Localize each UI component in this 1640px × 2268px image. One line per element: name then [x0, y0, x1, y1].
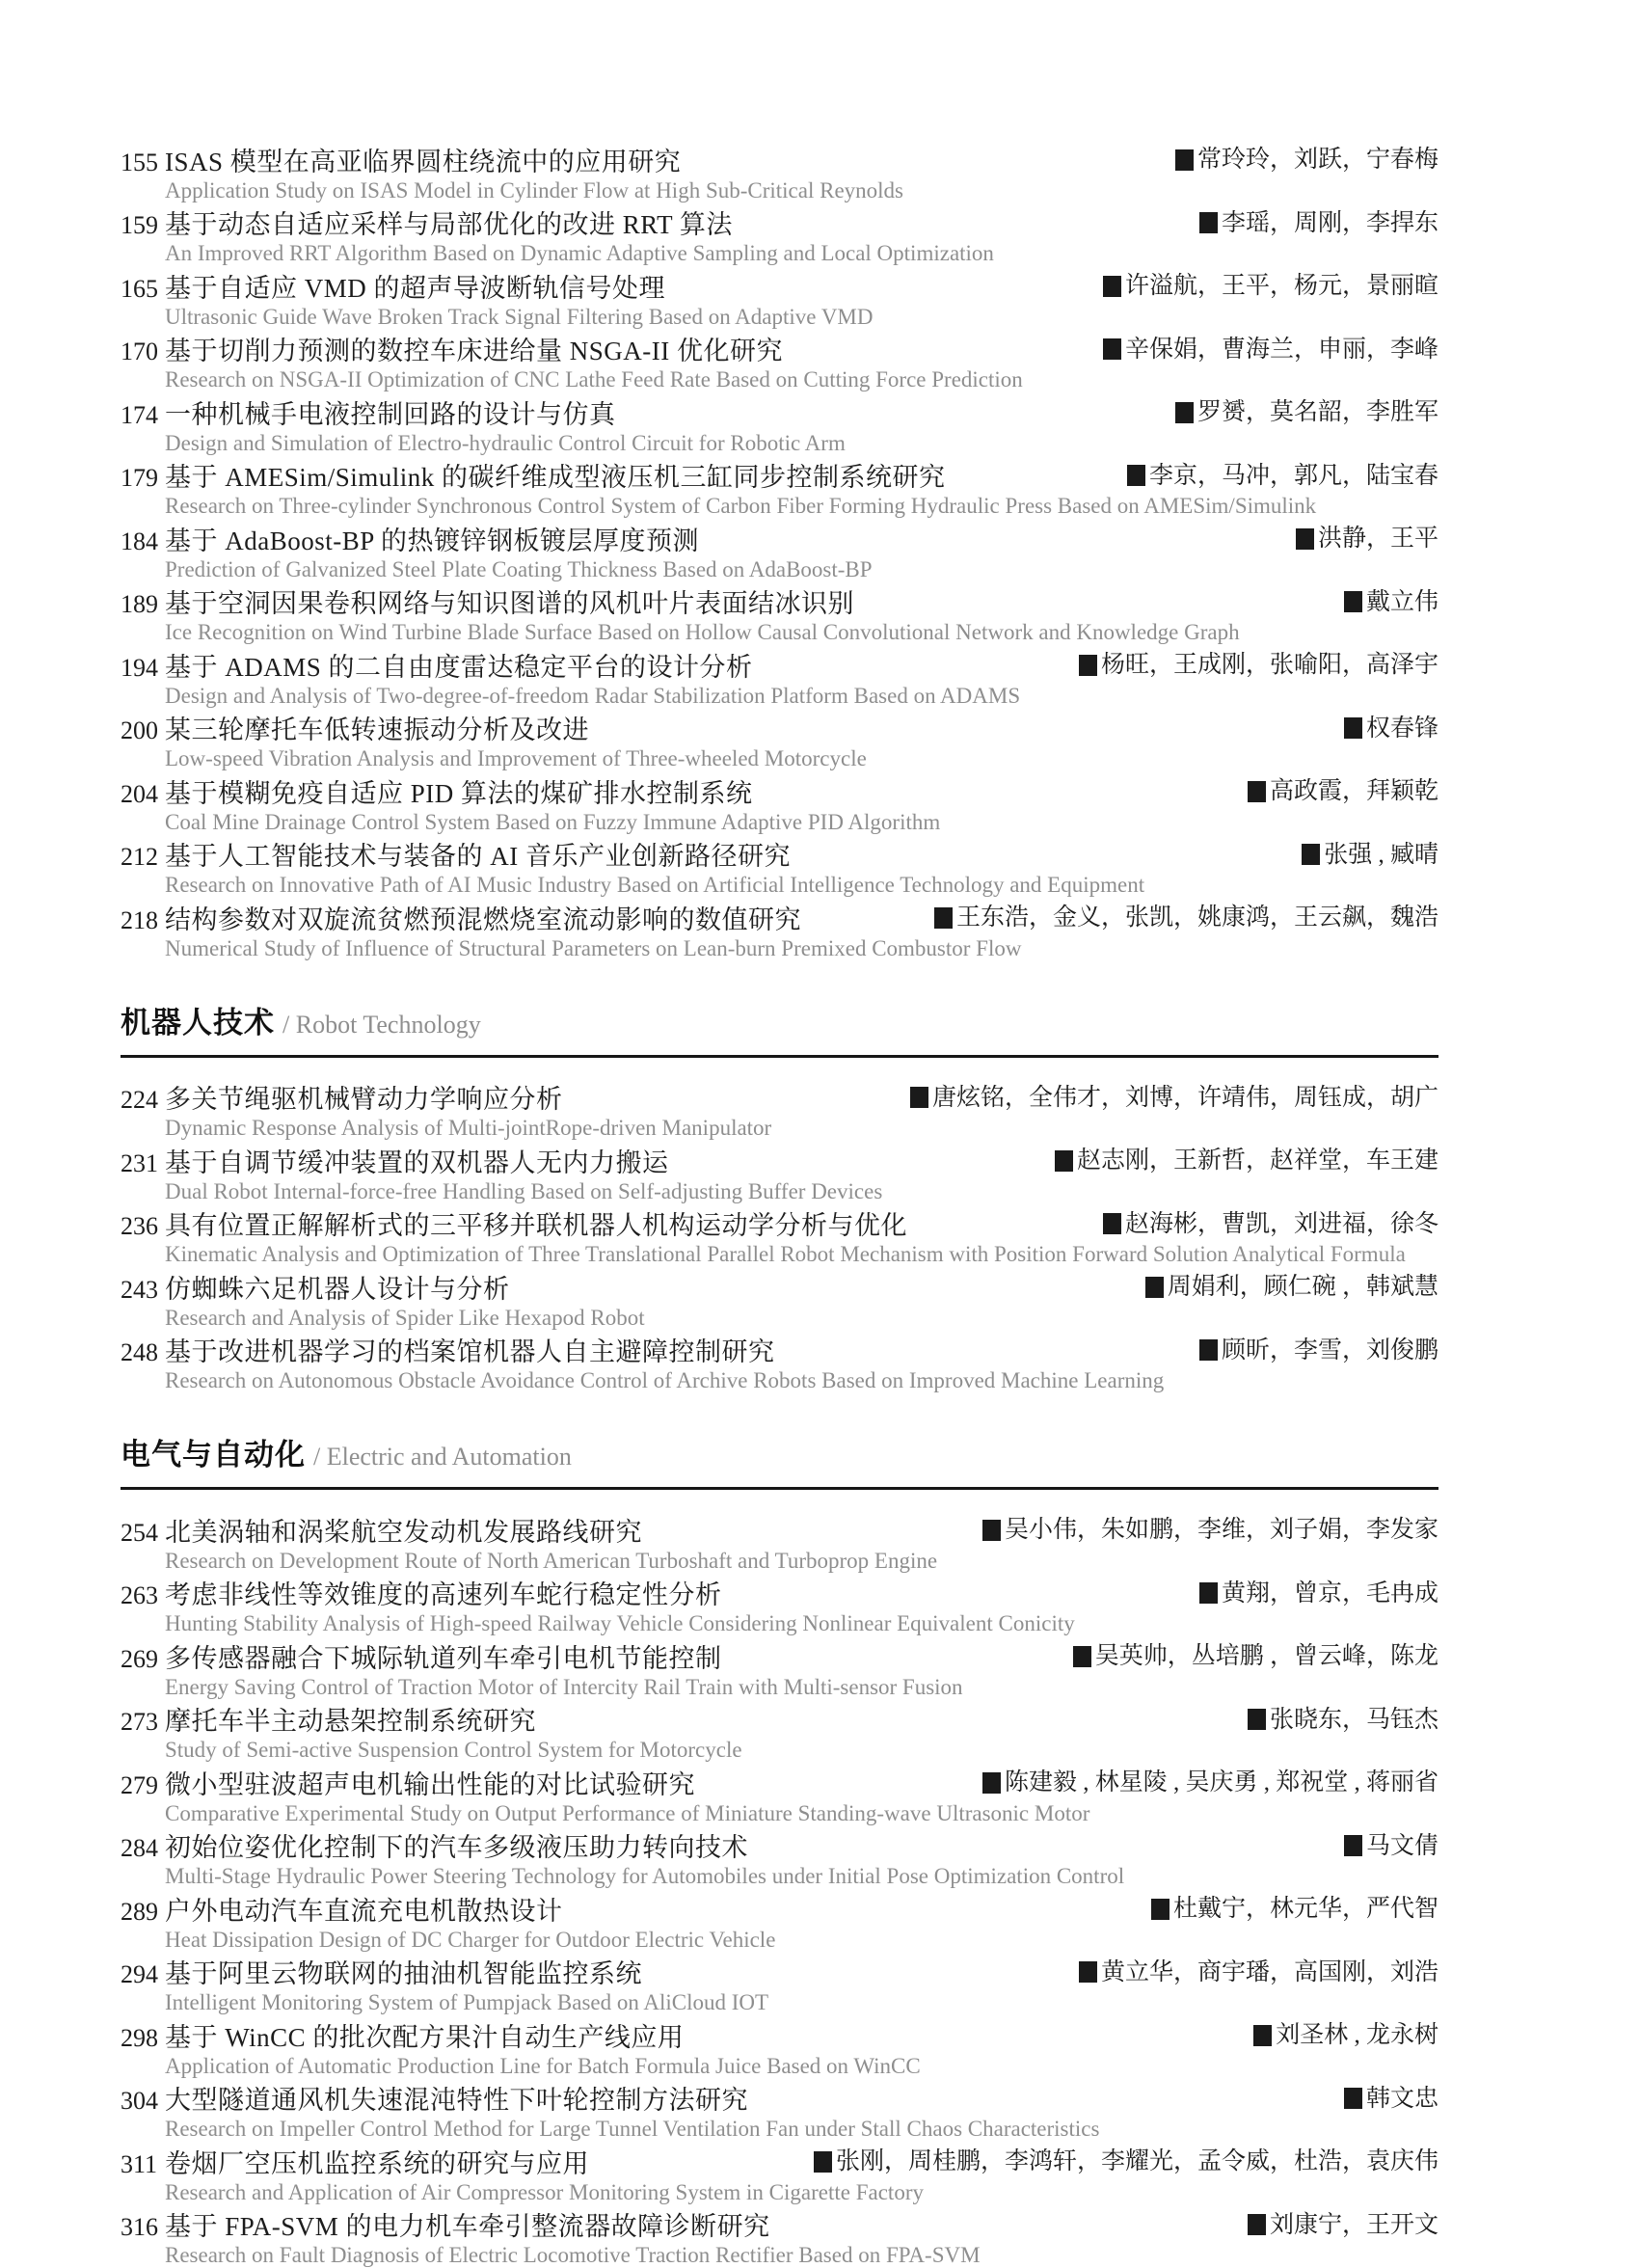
author-marker-icon — [1127, 465, 1145, 486]
entry-author-names: 杨旺，王成刚，张喻阳，高泽宇 — [1101, 650, 1438, 680]
toc-entry — [121, 1083, 1438, 1142]
author-marker-icon — [1248, 2214, 1266, 2235]
entry-author-names: 张晓东，马钰杰 — [1270, 1705, 1438, 1735]
entry-title-zh: 基于 FPA-SVM 的电力机车牵引整流器故障诊断研究 — [165, 2212, 770, 2242]
entry-title-en: Research on Three-cylinder Synchronous Control System of Carbon Fiber Forming Hydraulic Press Based on AMESim/Simulink — [165, 494, 1438, 519]
entry-author-names: 赵海彬，曹凯，刘进福，徐冬 — [1125, 1209, 1438, 1239]
entry-authors — [955, 1768, 1438, 1797]
entry-page-number: 316 — [121, 2212, 165, 2242]
entry-title-zh: 摩托车半主动悬架控制系统研究 — [165, 1707, 536, 1737]
entry-title-zh: 基于空洞因果卷积网络与知识图谱的风机叶片表面结冰识别 — [165, 589, 854, 619]
toc-entry — [121, 1336, 1438, 1394]
author-marker-icon — [1103, 1213, 1121, 1234]
entry-title-en: Dual Robot Internal-force-free Handling Based on Self-adjusting Buffer Devices — [165, 1179, 1438, 1204]
entry-page-number: 184 — [121, 526, 165, 556]
author-marker-icon — [1175, 402, 1194, 423]
section-title-zh: 机器人技术 — [121, 1006, 275, 1040]
entry-title-row — [121, 1146, 1438, 1178]
entry-author-names: 李京，马冲，郭凡，陆宝春 — [1149, 461, 1438, 491]
entry-title-row — [121, 2084, 1438, 2117]
toc-entry — [121, 1705, 1438, 1764]
entry-author-names: 戴立伟 — [1366, 587, 1438, 617]
author-marker-icon — [1151, 1899, 1170, 1920]
entry-author-names: 辛保娟，曹海兰，申丽，李峰 — [1125, 335, 1438, 364]
entry-title-en: Heat Dissipation Design of DC Charger for Outdoor Electric Vehicle — [165, 1928, 1438, 1953]
entry-authors — [1172, 1336, 1438, 1365]
entry-page-number: 189 — [121, 589, 165, 619]
entry-title-en: Hunting Stability Analysis of High-speed Railway Vehicle Considering Nonlinear Equivalent Conicity — [165, 1611, 1438, 1636]
entry-page-number: 298 — [121, 2023, 165, 2053]
entry-title-en: Comparative Experimental Study on Output Performance of Miniature Standing-wave Ultrasonic Motor — [165, 1801, 1438, 1826]
entry-author-names: 洪静，王平 — [1318, 524, 1438, 554]
author-marker-icon — [910, 1087, 928, 1108]
entry-title-zh: 基于切削力预测的数控车床进给量 NSGA-II 优化研究 — [165, 337, 783, 366]
entry-author-names: 马文倩 — [1366, 1831, 1438, 1861]
entry-title-row — [121, 587, 1438, 620]
author-marker-icon — [982, 1520, 1001, 1541]
entry-title-en: Ice Recognition on Wind Turbine Blade Surface Based on Hollow Causal Convolutional Network and Knowledge Graph — [165, 620, 1438, 645]
entry-authors — [1221, 776, 1438, 806]
author-marker-icon — [1073, 1646, 1091, 1667]
entry-title-en: Design and Analysis of Two-degree-of-freedom Radar Stabilization Platform Based on ADAMS — [165, 684, 1438, 709]
author-marker-icon — [1055, 1150, 1073, 1172]
entry-title-row — [121, 2020, 1438, 2053]
entry-title-en: Coal Mine Drainage Control System Based on Fuzzy Immune Adaptive PID Algorithm — [165, 810, 1438, 835]
entry-title-en: Design and Simulation of Electro-hydraulic Control Circuit for Robotic Arm — [165, 431, 1438, 456]
entry-title-en: Research on Autonomous Obstacle Avoidance Control of Archive Robots Based on Improved Machine Learning — [165, 1368, 1438, 1393]
entry-title-en: Research on Development Route of North American Turboshaft and Turboprop Engine — [165, 1549, 1438, 1574]
entry-authors — [1317, 587, 1438, 617]
entry-page-number: 279 — [121, 1770, 165, 1800]
author-marker-icon — [1199, 1582, 1218, 1604]
entry-page-number: 263 — [121, 1580, 165, 1610]
entry-title-en: Numerical Study of Influence of Structural Parameters on Lean-burn Premixed Combustor Flow — [165, 936, 1438, 961]
entry-title-row — [121, 145, 1438, 177]
author-marker-icon — [934, 907, 953, 929]
entry-title-en: Multi-Stage Hydraulic Power Steering Technology for Automobiles under Initial Pose Optimization Control — [165, 1864, 1438, 1889]
entry-author-names: 张强 , 臧晴 — [1324, 840, 1438, 870]
entry-page-number: 243 — [121, 1275, 165, 1305]
entry-title-en: Intelligent Monitoring System of Pumpjack Based on AliCloud IOT — [165, 1990, 1438, 2015]
entry-title-row — [121, 1958, 1438, 1990]
entry-title-row — [121, 397, 1438, 430]
author-marker-icon — [1103, 276, 1121, 297]
toc-entry — [121, 397, 1438, 456]
entry-title-zh: 基于 AdaBoost-BP 的热镀锌钢板镀层厚度预测 — [165, 526, 699, 556]
entry-page-number: 236 — [121, 1211, 165, 1241]
entry-title-row — [121, 461, 1438, 494]
entry-author-names: 赵志刚，王新哲，赵祥堂，车王建 — [1077, 1146, 1438, 1175]
entry-author-names: 黄立华，商宇璠，高国刚，刘浩 — [1101, 1958, 1438, 1987]
entry-title-row — [121, 650, 1438, 683]
entry-title-en: Research and Analysis of Spider Like Hexapod Robot — [165, 1306, 1438, 1331]
entry-page-number: 204 — [121, 779, 165, 809]
entry-title-row — [121, 903, 1438, 935]
entry-author-names: 黄翔，曾京，毛冉成 — [1222, 1579, 1438, 1608]
section-header — [121, 1430, 1438, 1490]
entry-author-names: 罗赟，莫名韶，李胜军 — [1197, 397, 1438, 427]
entry-title-zh: 基于模糊免疫自适应 PID 算法的煤矿排水控制系统 — [165, 779, 753, 809]
entry-title-en: Dynamic Response Analysis of Multi-jointRope-driven Manipulator — [165, 1116, 1438, 1141]
entry-title-zh: 某三轮摩托车低转速振动分析及改进 — [165, 716, 589, 745]
entry-authors — [1076, 271, 1438, 301]
entry-title-row — [121, 714, 1438, 746]
entry-title-en: Ultrasonic Guide Wave Broken Track Signal Filtering Based on Adaptive VMD — [165, 305, 1438, 330]
entry-title-row — [121, 1272, 1438, 1305]
entry-title-zh: 基于 ADAMS 的二自由度雷达稳定平台的设计分析 — [165, 653, 753, 683]
toc-entry — [121, 1579, 1438, 1637]
entry-title-zh: 基于人工智能技术与装备的 AI 音乐产业创新路径研究 — [165, 842, 791, 872]
toc-entry — [121, 1272, 1438, 1331]
author-marker-icon — [814, 2151, 832, 2173]
entry-title-zh: 初始位姿优化控制下的汽车多级液压助力转向技术 — [165, 1833, 748, 1863]
entry-title-zh: 大型隧道通风机失速混沌特性下叶轮控制方法研究 — [165, 2086, 748, 2116]
entry-title-en: An Improved RRT Algorithm Based on Dynamic Adaptive Sampling and Local Optimization — [165, 241, 1438, 266]
entry-page-number: 254 — [121, 1518, 165, 1548]
entry-page-number: 311 — [121, 2149, 165, 2179]
entry-page-number: 194 — [121, 653, 165, 683]
entry-authors — [1172, 208, 1438, 238]
entry-page-number: 159 — [121, 210, 165, 240]
entry-authors — [1076, 1209, 1438, 1239]
toc-entry — [121, 271, 1438, 330]
entry-title-zh: 基于阿里云物联网的抽油机智能监控系统 — [165, 1959, 642, 1989]
entry-title-en: Study of Semi-active Suspension Control System for Motorcycle — [165, 1738, 1438, 1763]
author-marker-icon — [1079, 1961, 1097, 1983]
entry-title-en: Prediction of Galvanized Steel Plate Coating Thickness Based on AdaBoost-BP — [165, 557, 1438, 582]
entry-title-zh: 基于自调节缓冲装置的双机器人无内力搬运 — [165, 1148, 669, 1178]
author-marker-icon — [1344, 1835, 1362, 1856]
entry-page-number: 224 — [121, 1085, 165, 1115]
author-marker-icon — [1199, 1339, 1218, 1361]
entry-title-row — [121, 1336, 1438, 1368]
entry-title-row — [121, 1579, 1438, 1611]
entry-title-row — [121, 840, 1438, 873]
entry-authors — [1275, 840, 1438, 870]
entry-authors — [1052, 650, 1438, 680]
author-marker-icon — [1344, 591, 1362, 612]
entry-author-names: 高政霞，拜颖乾 — [1270, 776, 1438, 806]
entry-authors — [1221, 1705, 1438, 1735]
toc-entry — [121, 903, 1438, 961]
entry-page-number: 269 — [121, 1644, 165, 1674]
toc-entry — [121, 650, 1438, 709]
author-marker-icon — [982, 1772, 1001, 1794]
author-marker-icon — [1145, 1277, 1164, 1298]
toc-entry — [121, 335, 1438, 393]
entry-author-names: 陈建毅 , 林星陵 , 吴庆勇 , 郑祝堂 , 蒋丽省 — [1005, 1768, 1438, 1797]
entry-title-row — [121, 1083, 1438, 1116]
entry-author-names: 唐炫铭，全伟才，刘博，许靖伟，周钰成，胡广 — [932, 1083, 1438, 1113]
entry-authors — [1148, 397, 1438, 427]
entry-title-row — [121, 1515, 1438, 1548]
entry-authors — [1221, 2210, 1438, 2240]
entry-authors — [907, 903, 1438, 932]
author-marker-icon — [1248, 1709, 1266, 1730]
toc-entry — [121, 1515, 1438, 1574]
section-title-en: / Electric and Automation — [313, 1443, 572, 1471]
section-title-en: / Robot Technology — [282, 1011, 481, 1039]
author-marker-icon — [1296, 528, 1314, 550]
entry-authors — [1052, 1958, 1438, 1987]
author-marker-icon — [1103, 338, 1121, 360]
entry-title-en: Research on Impeller Control Method for Large Tunnel Ventilation Fan under Stall Chaos Characteristics — [165, 2117, 1438, 2142]
author-marker-icon — [1079, 655, 1097, 676]
toc-entry — [121, 524, 1438, 582]
toc-entry — [121, 587, 1438, 646]
entry-title-row — [121, 1641, 1438, 1674]
entry-title-en: Research on Innovative Path of AI Music Industry Based on Artificial Intelligence Technology and Equipment — [165, 873, 1438, 898]
entry-authors — [1269, 524, 1438, 554]
entry-page-number: 273 — [121, 1707, 165, 1737]
entry-title-row — [121, 1768, 1438, 1800]
toc-entry — [121, 776, 1438, 835]
entry-title-en: Kinematic Analysis and Optimization of Three Translational Parallel Robot Mechanism with Position Forward Solution Analytical Formula — [165, 1242, 1438, 1267]
entry-author-names: 刘圣林 , 龙永树 — [1276, 2020, 1438, 2050]
entry-author-names: 吴英帅，丛培鹏 ，曾云峰，陈龙 — [1095, 1641, 1438, 1671]
toc-content — [121, 145, 1438, 2268]
entry-authors — [955, 1515, 1438, 1545]
entry-author-names: 权春锋 — [1366, 714, 1438, 743]
entry-authors — [1148, 145, 1438, 175]
entry-author-names: 常玲玲，刘跃，宁春梅 — [1197, 145, 1438, 175]
entry-title-zh: 仿蜘蛛六足机器人设计与分析 — [165, 1275, 510, 1305]
author-marker-icon — [1344, 717, 1362, 739]
toc-entry — [121, 1209, 1438, 1268]
entry-title-zh: 微小型驻波超声电机输出性能的对比试验研究 — [165, 1770, 695, 1800]
entry-page-number: 212 — [121, 842, 165, 872]
entry-title-zh: 北美涡轴和涡桨航空发动机发展路线研究 — [165, 1518, 642, 1548]
entry-title-row — [121, 2146, 1438, 2179]
entry-title-row — [121, 2210, 1438, 2243]
entry-page-number: 155 — [121, 148, 165, 177]
entry-title-en: Application Study on ISAS Model in Cylinder Flow at High Sub-Critical Reynolds — [165, 178, 1438, 203]
entry-author-names: 吴小伟，朱如鹏，李维，刘子娟，李发家 — [1005, 1515, 1438, 1545]
entry-title-en: Energy Saving Control of Traction Motor of Intercity Rail Train with Multi-sensor Fusion — [165, 1675, 1438, 1700]
entry-title-en: Research on Fault Diagnosis of Electric Locomotive Traction Rectifier Based on FPA-SVM — [165, 2243, 1438, 2268]
entry-title-zh: 基于改进机器学习的档案馆机器人自主避障控制研究 — [165, 1337, 775, 1367]
entry-page-number: 304 — [121, 2086, 165, 2116]
entry-authors — [1226, 2020, 1438, 2050]
entry-authors — [1118, 1272, 1438, 1302]
section-title-zh: 电气与自动化 — [121, 1438, 306, 1472]
entry-title-row — [121, 1831, 1438, 1864]
entry-author-names: 周娟利，顾仁碗 ，韩斌慧 — [1168, 1272, 1438, 1302]
entry-title-en: Application of Automatic Production Line for Batch Formula Juice Based on WinCC — [165, 2054, 1438, 2079]
toc-entry — [121, 1894, 1438, 1953]
toc-entry — [121, 714, 1438, 772]
entry-author-names: 张刚，周桂鹏，李鸿轩，李耀光，孟令威，杜浩，袁庆伟 — [836, 2146, 1438, 2176]
entry-authors — [1317, 1831, 1438, 1861]
toc-entry — [121, 2020, 1438, 2079]
section-header — [121, 998, 1438, 1058]
entry-title-zh: 多关节绳驱机械臂动力学响应分析 — [165, 1085, 563, 1115]
author-marker-icon — [1302, 844, 1320, 865]
entry-title-zh: 基于动态自适应采样与局部优化的改进 RRT 算法 — [165, 210, 733, 240]
entry-authors — [1172, 1579, 1438, 1608]
entry-title-zh: 卷烟厂空压机监控系统的研究与应用 — [165, 2149, 589, 2179]
entry-authors — [1317, 714, 1438, 743]
entry-title-en: Low-speed Vibration Analysis and Improvement of Three-wheeled Motorcycle — [165, 746, 1438, 771]
entry-title-zh: 户外电动汽车直流充电机散热设计 — [165, 1897, 563, 1927]
entry-title-zh: 基于自适应 VMD 的超声导波断轨信号处理 — [165, 274, 665, 304]
toc-entry — [121, 1768, 1438, 1826]
entry-title-zh: 基于 AMESim/Simulink 的碳纤维成型液压机三缸同步控制系统研究 — [165, 463, 946, 493]
entry-authors — [1100, 461, 1438, 491]
author-marker-icon — [1199, 212, 1218, 233]
entry-authors — [787, 2146, 1438, 2176]
entry-title-zh: 结构参数对双旋流贫燃预混燃烧室流动影响的数值研究 — [165, 905, 801, 935]
toc-entry — [121, 1641, 1438, 1700]
entry-author-names: 王东浩，金义，张凯，姚康鸿，王云飙，魏浩 — [956, 903, 1438, 932]
entry-title-row — [121, 208, 1438, 241]
entry-author-names: 李瑶，周刚，李捍东 — [1222, 208, 1438, 238]
toc-entry — [121, 840, 1438, 899]
entry-page-number: 294 — [121, 1959, 165, 1989]
entry-title-zh: 考虑非线性等效锥度的高速列车蛇行稳定性分析 — [165, 1580, 722, 1610]
entry-page-number: 289 — [121, 1897, 165, 1927]
entry-page-number: 165 — [121, 274, 165, 304]
entry-authors — [1076, 335, 1438, 364]
entry-title-row — [121, 1894, 1438, 1927]
entry-authors — [883, 1083, 1438, 1113]
entry-author-names: 许溢航，王平，杨元，景丽暄 — [1125, 271, 1438, 301]
toc-entry — [121, 2210, 1438, 2268]
author-marker-icon — [1344, 2088, 1362, 2109]
entry-title-row — [121, 524, 1438, 556]
author-marker-icon — [1253, 2025, 1272, 2046]
entry-title-row — [121, 271, 1438, 304]
toc-entry — [121, 1146, 1438, 1204]
entry-title-row — [121, 1705, 1438, 1738]
entry-author-names: 刘康宁，王开文 — [1270, 2210, 1438, 2240]
entry-authors — [1028, 1146, 1438, 1175]
toc-entry — [121, 1958, 1438, 2016]
toc-entry — [121, 2084, 1438, 2143]
entry-title-row — [121, 776, 1438, 809]
entry-page-number: 284 — [121, 1833, 165, 1863]
entry-title-zh: 基于 WinCC 的批次配方果汁自动生产线应用 — [165, 2023, 684, 2053]
author-marker-icon — [1248, 781, 1266, 802]
entry-title-zh: 一种机械手电液控制回路的设计与仿真 — [165, 400, 616, 430]
entry-authors — [1046, 1641, 1438, 1671]
entry-author-names: 杜戴宁，林元华，严代智 — [1173, 1894, 1438, 1924]
entry-author-names: 顾昕，李雪，刘俊鹏 — [1222, 1336, 1438, 1365]
toc-entry — [121, 1831, 1438, 1890]
entry-page-number: 179 — [121, 463, 165, 493]
toc-entry — [121, 145, 1438, 203]
entry-page-number: 231 — [121, 1148, 165, 1178]
entry-title-zh: ISAS 模型在高亚临界圆柱绕流中的应用研究 — [165, 148, 681, 177]
toc-entry — [121, 461, 1438, 520]
entry-title-en: Research and Application of Air Compressor Monitoring System in Cigarette Factory — [165, 2180, 1438, 2205]
entry-page-number: 200 — [121, 716, 165, 745]
entry-page-number: 174 — [121, 400, 165, 430]
author-marker-icon — [1175, 149, 1194, 171]
entry-authors — [1124, 1894, 1438, 1924]
entry-author-names: 韩文忠 — [1366, 2084, 1438, 2114]
entry-title-row — [121, 1209, 1438, 1242]
entry-page-number: 170 — [121, 337, 165, 366]
entry-title-zh: 具有位置正解解析式的三平移并联机器人机构运动学分析与优化 — [165, 1211, 907, 1241]
entry-page-number: 218 — [121, 905, 165, 935]
toc-entry — [121, 2146, 1438, 2205]
entry-title-zh: 多传感器融合下城际轨道列车牵引电机节能控制 — [165, 1644, 722, 1674]
toc-entry — [121, 208, 1438, 267]
entry-title-en: Research on NSGA-II Optimization of CNC Lathe Feed Rate Based on Cutting Force Prediction — [165, 367, 1438, 392]
entry-title-row — [121, 335, 1438, 367]
entry-authors — [1317, 2084, 1438, 2114]
entry-page-number: 248 — [121, 1337, 165, 1367]
